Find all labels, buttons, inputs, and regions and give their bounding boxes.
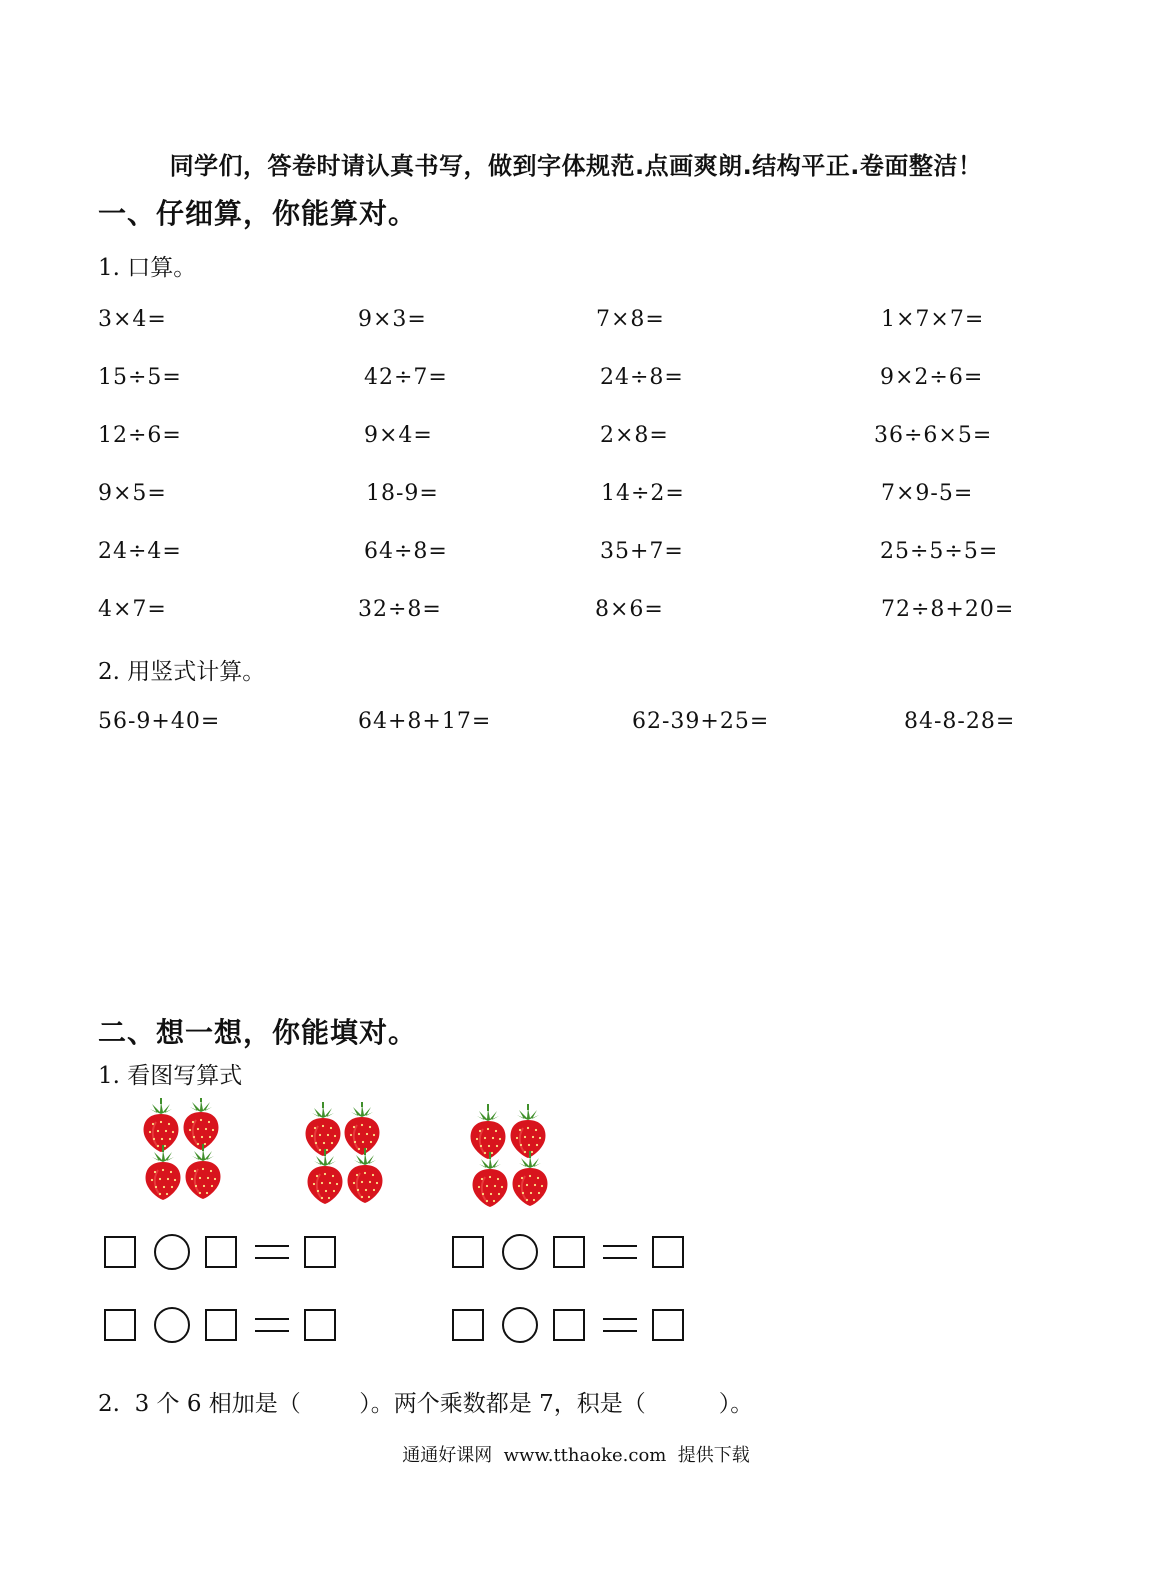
strawberry-group — [466, 1104, 556, 1208]
oral-item: 72÷8+20= — [881, 597, 1015, 622]
oral-item: 15÷5= — [98, 365, 182, 390]
equation-frame — [104, 1232, 344, 1272]
strawberry-icon — [306, 1102, 341, 1156]
strawberry-icon — [473, 1152, 508, 1207]
oral-item: 4×7= — [98, 597, 167, 622]
oral-item: 18-9= — [366, 481, 439, 506]
oral-item: 24÷4= — [98, 539, 182, 564]
oral-item: 42÷7= — [364, 365, 448, 390]
strawberry-group — [139, 1098, 229, 1202]
oral-item: 9×2÷6= — [880, 365, 984, 390]
strawberry-icon — [345, 1102, 380, 1155]
oral-item: 25÷5÷5= — [880, 539, 999, 564]
operator-circle[interactable] — [154, 1234, 190, 1270]
picture-question-label: 1. 看图写算式 — [98, 1063, 243, 1089]
operator-circle[interactable] — [502, 1234, 538, 1270]
strawberry-icon — [511, 1104, 546, 1158]
equals-sign — [255, 1245, 289, 1259]
equals-sign — [255, 1318, 289, 1332]
equation-frame — [452, 1232, 692, 1272]
oral-item: 32÷8= — [358, 597, 442, 622]
oral-item: 36÷6×5= — [874, 423, 993, 448]
strawberry-group — [300, 1102, 390, 1206]
oral-item: 64÷8= — [364, 539, 448, 564]
strawberry-icon — [144, 1098, 179, 1152]
oral-item: 3×4= — [98, 307, 167, 332]
oral-item: 1×7×7= — [881, 307, 985, 332]
answer-box[interactable] — [652, 1309, 684, 1341]
oral-item: 9×5= — [98, 481, 167, 506]
strawberry-icon — [308, 1149, 343, 1204]
oral-item: 7×8= — [596, 307, 665, 332]
section-2-title: 二、想一想，你能填对。 — [98, 1016, 418, 1049]
answer-box[interactable] — [652, 1236, 684, 1268]
answer-box[interactable] — [205, 1309, 237, 1341]
strawberry-icon — [471, 1104, 506, 1159]
equation-frame — [452, 1305, 692, 1345]
oral-item: 35+7= — [600, 539, 684, 564]
answer-box[interactable] — [553, 1309, 585, 1341]
strawberry-icon — [513, 1151, 548, 1206]
oral-item: 9×3= — [358, 307, 427, 332]
equals-sign — [603, 1318, 637, 1332]
operator-circle[interactable] — [154, 1307, 190, 1343]
vertical-item: 62-39+25= — [632, 709, 770, 734]
answer-box[interactable] — [304, 1236, 336, 1268]
strawberry-icon — [348, 1148, 383, 1203]
q1-label: 1. 口算。 — [98, 255, 197, 281]
answer-box[interactable] — [452, 1309, 484, 1341]
answer-box[interactable] — [304, 1309, 336, 1341]
oral-item: 8×6= — [595, 597, 664, 622]
vertical-item: 56-9+40= — [98, 709, 221, 734]
strawberry-icon — [146, 1145, 181, 1200]
fill-blank-question: 2. 3 个 6 相加是（ ）。两个乘数都是 7，积是（ ）。 — [98, 1391, 754, 1417]
notice-text: 同学们，答卷时请认真书写，做到字体规范.点画爽朗.结构平正.卷面整洁！ — [169, 152, 983, 180]
q2-label: 2. 用竖式计算。 — [98, 659, 266, 685]
answer-box[interactable] — [205, 1236, 237, 1268]
answer-box[interactable] — [104, 1236, 136, 1268]
strawberry-icon — [186, 1144, 221, 1199]
section-1-title: 一、仔细算，你能算对。 — [98, 197, 418, 230]
equals-sign — [603, 1245, 637, 1259]
answer-box[interactable] — [452, 1236, 484, 1268]
vertical-item: 84-8-28= — [904, 709, 1016, 734]
oral-item: 2×8= — [600, 423, 669, 448]
equation-frame — [104, 1305, 344, 1345]
strawberry-icon — [184, 1098, 219, 1150]
answer-box[interactable] — [104, 1309, 136, 1341]
oral-item: 7×9-5= — [881, 481, 974, 506]
oral-item: 24÷8= — [600, 365, 684, 390]
vertical-item: 64+8+17= — [358, 709, 492, 734]
oral-item: 12÷6= — [98, 423, 182, 448]
oral-item: 14÷2= — [601, 481, 685, 506]
oral-item: 9×4= — [364, 423, 433, 448]
operator-circle[interactable] — [502, 1307, 538, 1343]
footer-text: 通通好课网 www.tthaoke.com 提供下载 — [402, 1445, 750, 1466]
answer-box[interactable] — [553, 1236, 585, 1268]
